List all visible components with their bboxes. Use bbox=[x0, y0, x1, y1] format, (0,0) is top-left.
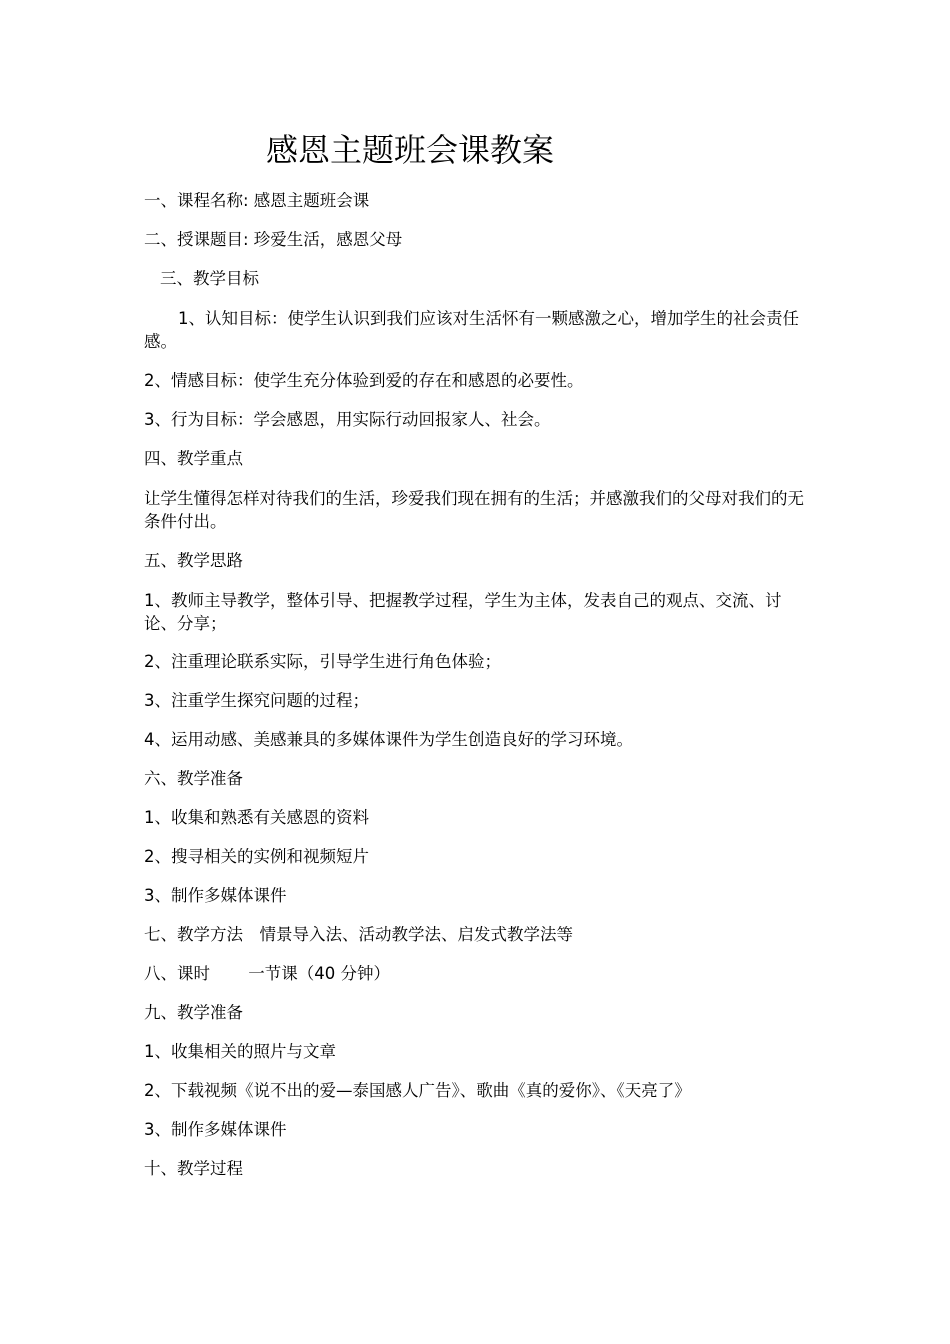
section-heading-teaching-approach: 五、教学思路 bbox=[144, 551, 243, 570]
objective-behavioral: 3、行为目标：学会感恩，用实际行动回报家人、社会。 bbox=[144, 410, 551, 429]
section-heading-preparation: 六、教学准备 bbox=[144, 769, 243, 788]
class-hours-line: 八、课时 一节课（40 分钟） bbox=[144, 964, 390, 983]
section-heading-objectives: 三、教学目标 bbox=[160, 269, 259, 288]
teaching-methods-line: 七、教学方法 情景导入法、活动教学法、启发式教学法等 bbox=[144, 925, 573, 944]
objective-emotional: 2、情感目标：使学生充分体验到爱的存在和感恩的必要性。 bbox=[144, 371, 584, 390]
section-heading-teaching-process: 十、教学过程 bbox=[144, 1159, 243, 1178]
approach-item-3: 3、注重学生探究问题的过程； bbox=[144, 691, 369, 710]
section-heading-key-points: 四、教学重点 bbox=[144, 449, 243, 468]
course-name-line: 一、课程名称: 感恩主题班会课 bbox=[144, 191, 370, 210]
section-heading-preparation-2: 九、教学准备 bbox=[144, 1003, 243, 1022]
approach-item-4: 4、运用动感、美感兼具的多媒体课件为学生创造良好的学习环境。 bbox=[144, 730, 633, 749]
preparation-item-1: 1、收集和熟悉有关感恩的资料 bbox=[144, 808, 369, 827]
objective-cognitive: 1、认知目标：使学生认识到我们应该对生活怀有一颗感激之心，增加学生的社会责任感。 bbox=[144, 309, 799, 351]
lesson-topic-line: 二、授课题目: 珍爱生活，感恩父母 bbox=[144, 230, 403, 249]
approach-item-1: 1、教师主导教学，整体引导、把握教学过程，学生为主体，发表自己的观点、交流、讨论、分享； bbox=[144, 591, 782, 633]
preparation2-item-3: 3、制作多媒体课件 bbox=[144, 1120, 287, 1139]
approach-item-2: 2、注重理论联系实际，引导学生进行角色体验； bbox=[144, 652, 501, 671]
preparation-item-3: 3、制作多媒体课件 bbox=[144, 886, 287, 905]
preparation2-item-1: 1、收集相关的照片与文章 bbox=[144, 1042, 336, 1061]
key-points-text: 让学生懂得怎样对待我们的生活，珍爱我们现在拥有的生活；并感激我们的父母对我们的无条件付出。 bbox=[144, 489, 804, 531]
preparation-item-2: 2、搜寻相关的实例和视频短片 bbox=[144, 847, 369, 866]
preparation2-item-2: 2、下载视频《说不出的爱—泰国感人广告》、歌曲《真的爱你》、《天亮了》 bbox=[144, 1081, 691, 1100]
document-title: 感恩主题班会课教案 bbox=[266, 131, 555, 169]
